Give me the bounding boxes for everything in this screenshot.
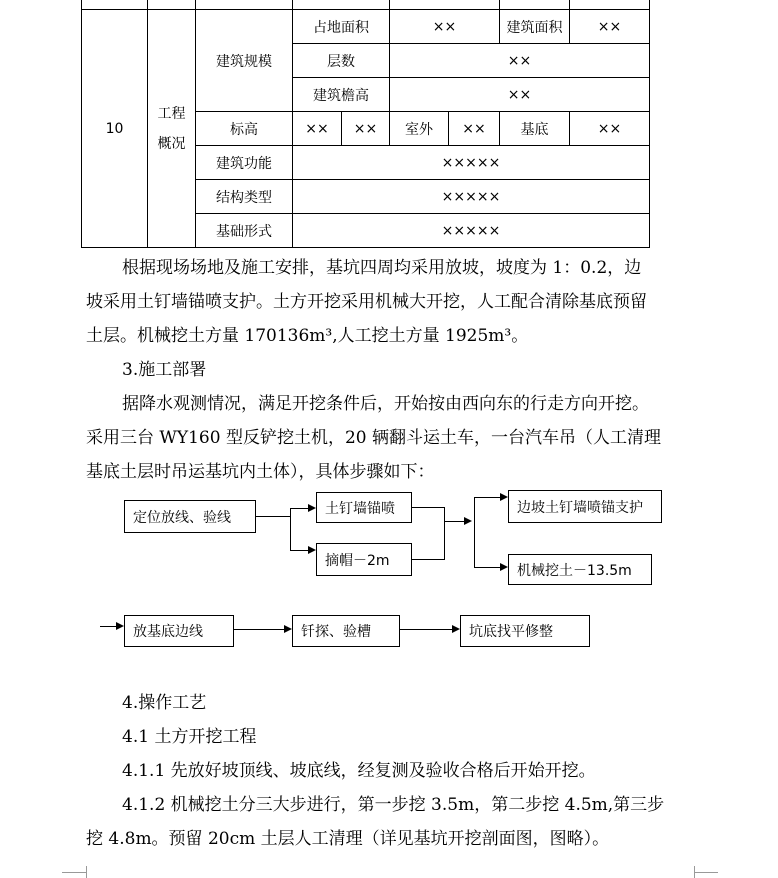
page-corner-mark-left-vertical — [86, 866, 87, 878]
connector-base-to-probe — [234, 629, 284, 630]
connector-nail-out — [412, 507, 444, 508]
function-value: ××××× — [293, 146, 650, 180]
flow-step-nail-wall: 土钉墙锚喷 — [316, 492, 412, 523]
paragraph-4-1-2 — [86, 788, 726, 856]
connector-to-cap — [290, 550, 308, 551]
page-corner-mark-left — [62, 872, 86, 873]
land-area-label: 占地面积 — [293, 10, 390, 44]
category-line-2: 概况 — [157, 135, 186, 152]
foundation-label: 基础形式 — [196, 214, 293, 248]
floors-label: 层数 — [293, 44, 390, 78]
paragraph-4-1-1: 4.1.1 先放好坡顶线、坡底线，经复测及验收合格后开始开挖。 — [122, 761, 596, 781]
connector-split2-vertical — [474, 497, 475, 568]
flow-step-layout: 定位放线、验线 — [124, 500, 256, 533]
building-area-value: ×× — [570, 10, 650, 44]
connector-probe-to-trim — [400, 629, 452, 630]
flow-step-probe: 钎探、验槽 — [292, 615, 400, 647]
structure-label: 结构类型 — [196, 180, 293, 214]
para2-line1: 据降水观测情况，满足开挖条件后，开始按由西向东的行走方向开挖。 — [122, 394, 649, 414]
paragraph-deployment — [86, 387, 726, 489]
row-number: 10 — [82, 10, 148, 248]
heading-operation-process: 4.操作工艺 — [122, 693, 207, 713]
heading-earthwork: 4.1 土方开挖工程 — [122, 727, 257, 747]
structure-value: ××××× — [293, 180, 650, 214]
arrow-head-merge — [464, 517, 472, 525]
base-value: ×× — [570, 112, 650, 146]
paragraph-excavation-summary — [86, 251, 726, 353]
para1-line2: 坡采用土钉墙锚喷支护。土方开挖采用机械大开挖，人工配合清除基底预留 — [86, 292, 647, 312]
land-area-value: ×× — [390, 10, 500, 44]
arrow-head-slope — [500, 493, 508, 501]
arrow-head-base-line — [116, 622, 124, 630]
heading-construction-deployment: 3.施工部署 — [122, 360, 207, 380]
function-label: 建筑功能 — [196, 146, 293, 180]
connector-to-nail — [290, 508, 308, 509]
arrow-head-cap — [308, 546, 316, 554]
flow-step-trim: 坑底找平修整 — [460, 615, 590, 647]
connector-to-machine — [474, 567, 500, 568]
para1-line1: 根据现场场地及施工安排，基坑四周均采用放坡，坡度为 1：0.2，边 — [122, 258, 642, 278]
scale-label: 建筑规模 — [196, 10, 293, 112]
arrow-head-nail — [308, 504, 316, 512]
foundation-value: ××××× — [293, 214, 650, 248]
eave-height-label: 建筑檐高 — [293, 78, 390, 112]
connector-split-vertical — [290, 508, 291, 551]
category-line-1: 工程 — [157, 105, 186, 122]
arrow-head-machine — [500, 563, 508, 571]
page-corner-mark-right — [694, 872, 718, 873]
elevation-value-1: ×× — [293, 112, 342, 146]
connector-to-slope — [474, 497, 500, 498]
outdoor-label: 室外 — [390, 112, 449, 146]
connector-cap-out — [412, 559, 444, 560]
para2-line3: 基底土层时吊运基坑内土体），具体步骤如下： — [86, 462, 435, 482]
building-area-label: 建筑面积 — [500, 10, 570, 44]
arrow-head-trim — [452, 625, 460, 633]
connector-into-base-line — [100, 626, 116, 627]
para412-line2: 挖 4.8m。预留 20cm 土层人工清理（详见基坑开挖剖面图，图略）。 — [86, 829, 610, 849]
connector-merge-out — [444, 521, 464, 522]
para412-line1: 4.1.2 机械挖土分三大步进行，第一步挖 3.5m，第二步挖 4.5m,第三步 — [122, 795, 665, 815]
arrow-head-probe — [284, 625, 292, 633]
elevation-value-2: ×× — [342, 112, 390, 146]
category-cell — [148, 10, 196, 248]
flow-step-base-line: 放基底边线 — [124, 615, 234, 647]
connector-merge-vertical — [444, 507, 445, 560]
page-corner-mark-right-vertical — [694, 866, 695, 878]
base-label: 基底 — [500, 112, 570, 146]
para1-line3: 土层。机械挖土方量 170136m³,人工挖土方量 1925m³。 — [86, 326, 529, 346]
flow-step-slope-support: 边坡土钉墙喷锚支护 — [508, 490, 662, 523]
outdoor-value: ×× — [449, 112, 500, 146]
eave-height-value: ×× — [390, 78, 650, 112]
floors-value: ×× — [390, 44, 650, 78]
flow-step-machine-dig: 机械挖土－13.5m — [508, 554, 652, 585]
para2-line2: 采用三台 WY160 型反铲挖土机，20 辆翻斗运土车，一台汽车吊（人工清理 — [86, 428, 661, 448]
elevation-label: 标高 — [196, 112, 293, 146]
connector-layout-out — [256, 516, 290, 517]
project-overview-table — [81, 0, 650, 248]
flow-step-cap: 摘帽－2m — [316, 543, 412, 576]
